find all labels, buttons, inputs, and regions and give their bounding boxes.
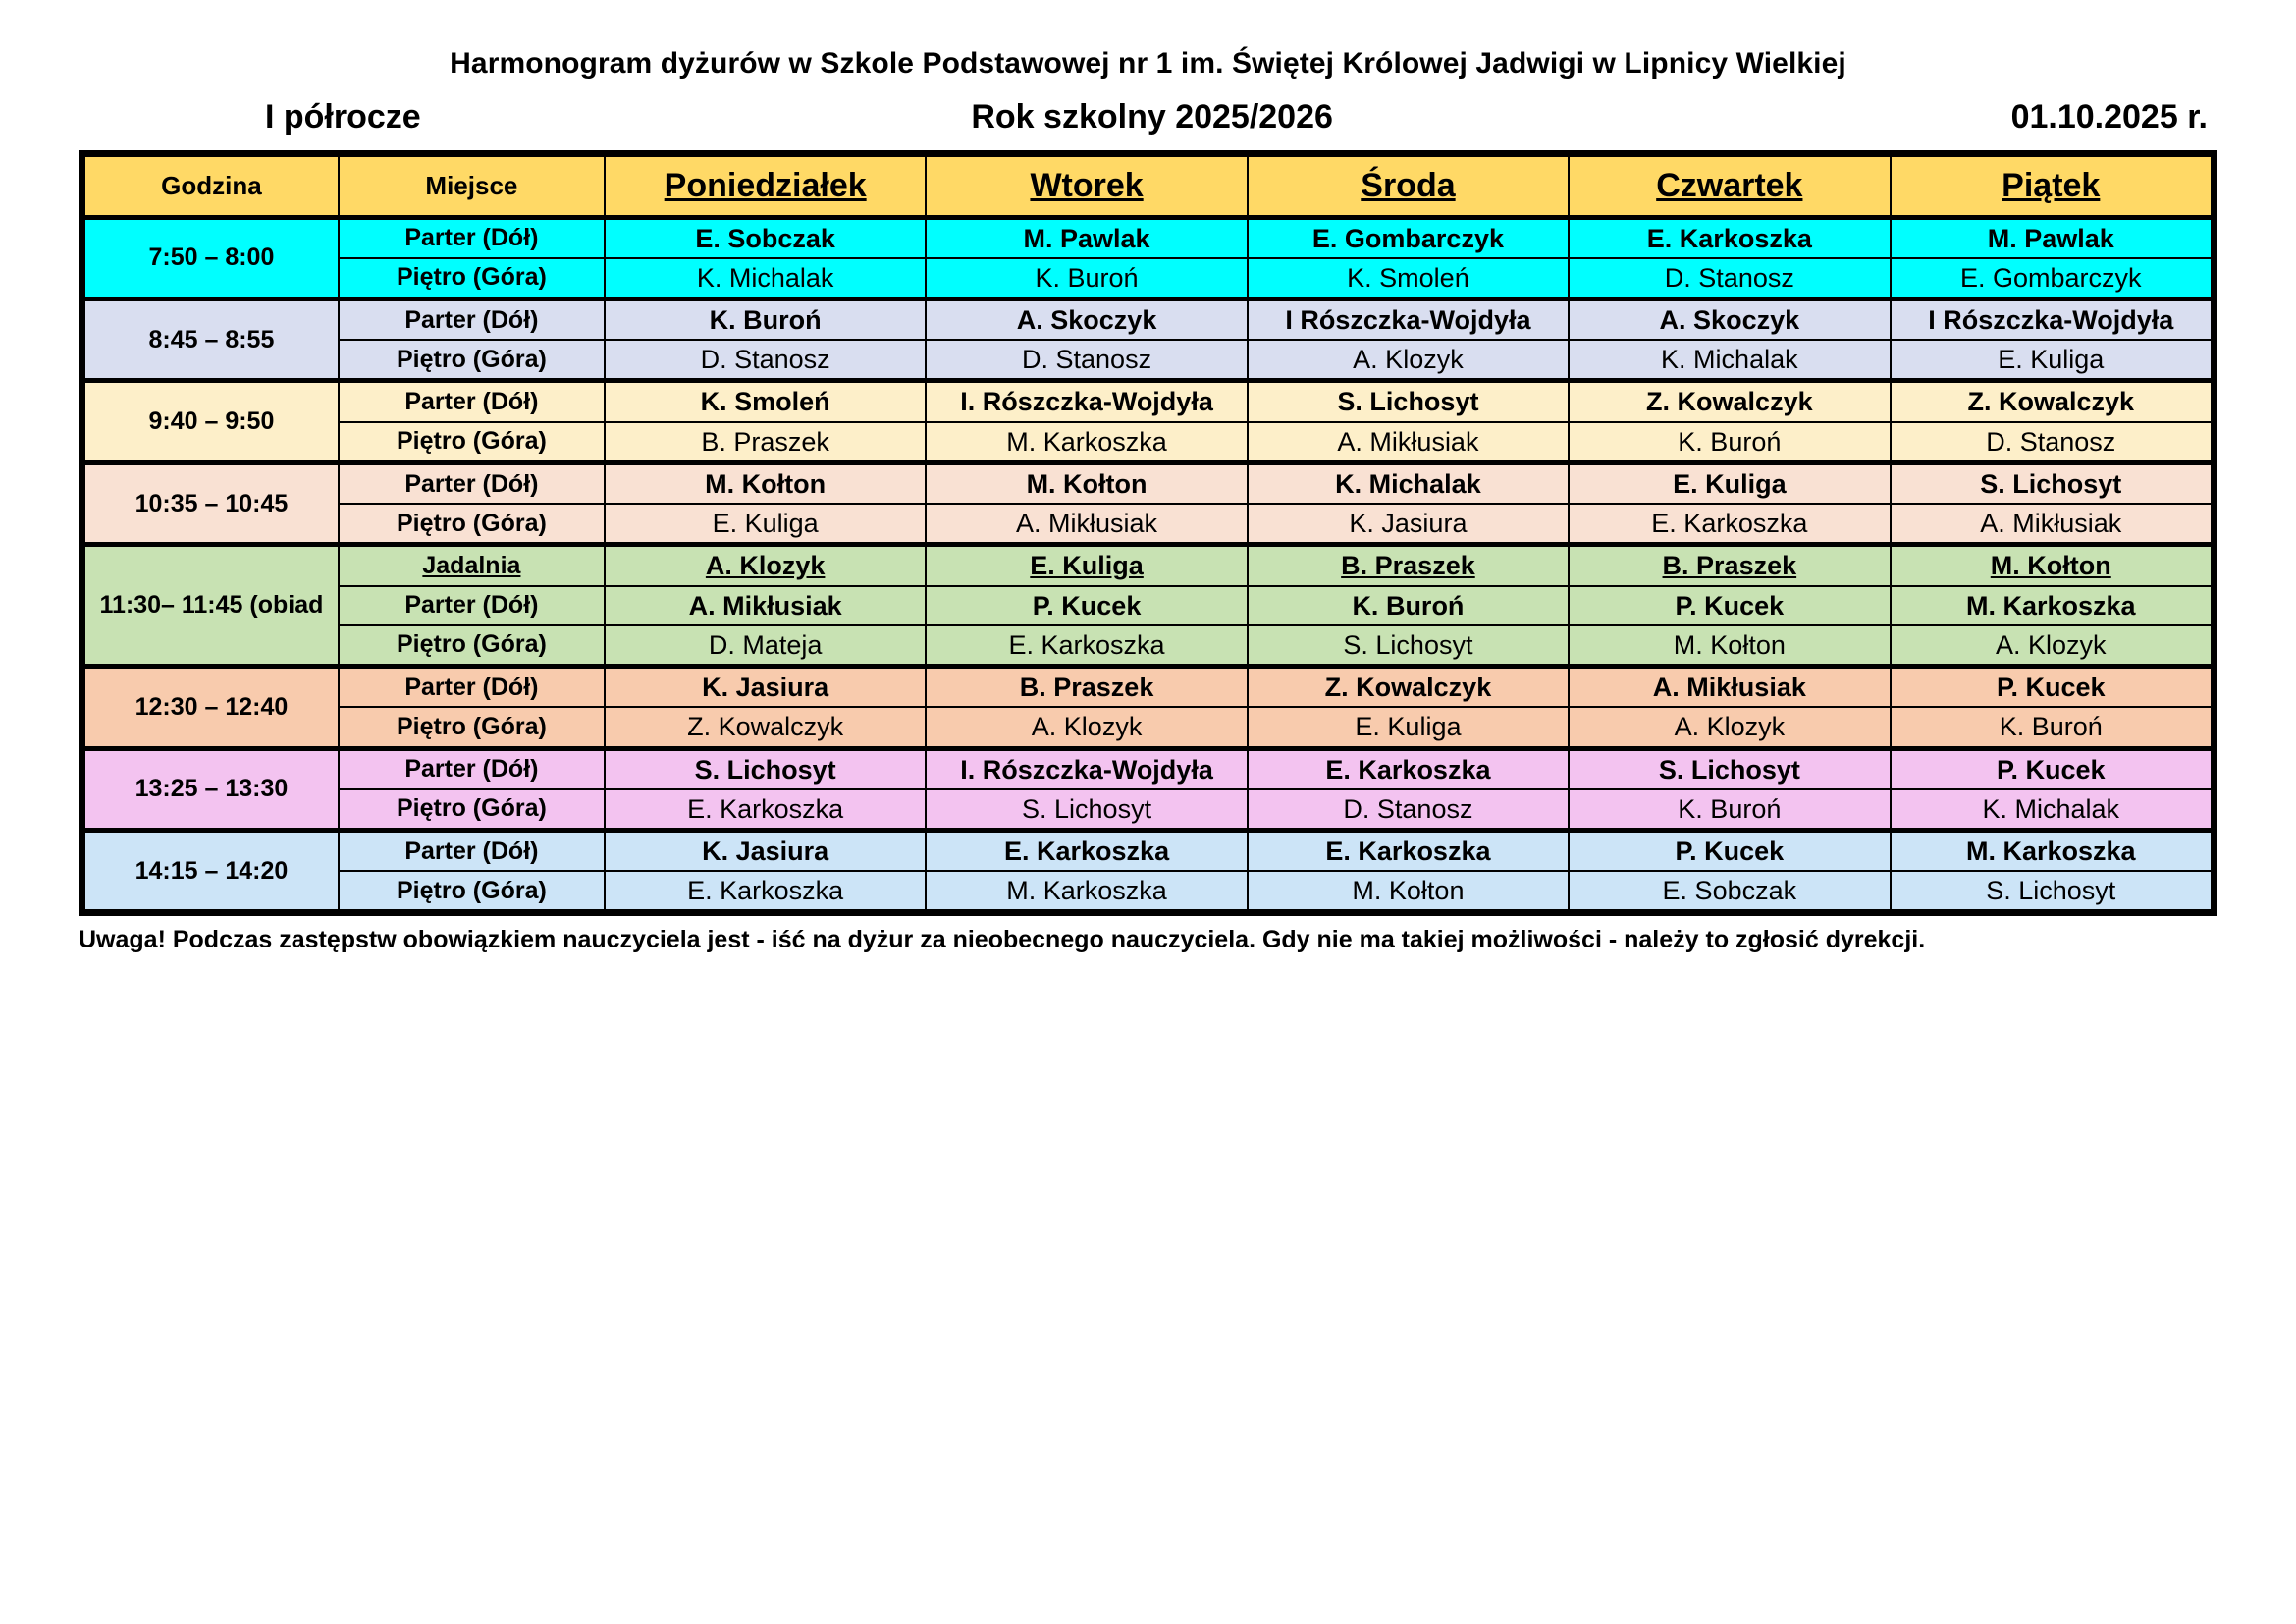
time-slot-cell: 9:40 – 9:50 <box>84 381 339 462</box>
duty-cell: B. Praszek <box>605 422 926 463</box>
place-cell-parter: Parter (Dół) <box>339 217 605 258</box>
duty-cell: E. Sobczak <box>605 217 926 258</box>
place-cell-pietro: Piętro (Góra) <box>339 871 605 910</box>
place-cell-pietro: Piętro (Góra) <box>339 340 605 381</box>
duty-cell: S. Lichosyt <box>1248 625 1569 667</box>
duty-cell: K. Michalak <box>605 258 926 299</box>
duty-cell: K. Smoleń <box>1248 258 1569 299</box>
table-row <box>84 748 2212 789</box>
duty-cell: P. Kucek <box>926 586 1247 625</box>
time-slot-cell: 12:30 – 12:40 <box>84 667 339 748</box>
table-row <box>84 831 2212 872</box>
table-row <box>84 340 2212 381</box>
duty-cell: D. Stanosz <box>605 340 926 381</box>
duty-cell: M. Karkoszka <box>926 422 1247 463</box>
duty-cell: S. Lichosyt <box>1569 748 1890 789</box>
duty-cell: A. Mikłusiak <box>926 504 1247 545</box>
table-row <box>84 381 2212 422</box>
duty-cell: D. Mateja <box>605 625 926 667</box>
time-slot-cell: 10:35 – 10:45 <box>84 462 339 544</box>
school-year-label: Rok szkolny 2025/2026 <box>971 98 1333 135</box>
time-slot-cell: 8:45 – 8:55 <box>84 298 339 380</box>
table-row <box>84 586 2212 625</box>
duty-cell: E. Karkoszka <box>926 625 1247 667</box>
place-cell-pietro: Piętro (Góra) <box>339 258 605 299</box>
duty-cell: S. Lichosyt <box>1248 381 1569 422</box>
table-row <box>84 298 2212 340</box>
place-cell-parter: Parter (Dół) <box>339 748 605 789</box>
duty-cell: M. Kołton <box>1248 871 1569 910</box>
table-body <box>84 217 2212 910</box>
duty-cell: K. Buroń <box>926 258 1247 299</box>
duty-cell: Z. Kowalczyk <box>1569 381 1890 422</box>
table-header <box>84 156 2212 217</box>
table-row <box>84 217 2212 258</box>
duty-cell: K. Jasiura <box>605 831 926 872</box>
semester-label: I półrocze <box>265 98 421 135</box>
duty-cell: B. Praszek <box>1569 545 1890 586</box>
duty-cell: K. Jasiura <box>1248 504 1569 545</box>
duty-cell: Z. Kowalczyk <box>605 707 926 748</box>
table-row <box>84 625 2212 667</box>
duty-cell: D. Stanosz <box>1891 422 2212 463</box>
duty-cell: K. Buroń <box>1891 707 2212 748</box>
column-header-piatek: Piątek <box>1891 156 2212 217</box>
duty-cell: E. Karkoszka <box>1569 504 1890 545</box>
duty-cell: D. Stanosz <box>926 340 1247 381</box>
duty-cell: E. Gombarczyk <box>1248 217 1569 258</box>
duty-cell: I Rószczka-Wojdyła <box>1248 298 1569 340</box>
duty-cell: E. Sobczak <box>1569 871 1890 910</box>
duty-cell: E. Kuliga <box>1569 462 1890 504</box>
place-cell-parter: Parter (Dół) <box>339 381 605 422</box>
duty-cell: K. Buroń <box>1569 789 1890 831</box>
column-header-sroda: Środa <box>1248 156 1569 217</box>
schedule-table-wrapper <box>79 150 2217 916</box>
column-header-poniedzialek: Poniedziałek <box>605 156 926 217</box>
duty-cell: E. Karkoszka <box>605 871 926 910</box>
table-row <box>84 462 2212 504</box>
duty-cell: M. Kołton <box>1891 545 2212 586</box>
duty-cell: P. Kucek <box>1891 748 2212 789</box>
place-cell-parter: Parter (Dół) <box>339 462 605 504</box>
duty-cell: S. Lichosyt <box>1891 462 2212 504</box>
duty-cell: E. Kuliga <box>1891 340 2212 381</box>
duty-cell: A. Klozyk <box>1891 625 2212 667</box>
duty-cell: P. Kucek <box>1569 831 1890 872</box>
time-slot-cell: 11:30– 11:45 (obiad <box>84 545 339 667</box>
duty-cell: I. Rószczka-Wojdyła <box>926 748 1247 789</box>
duty-cell: A. Klozyk <box>926 707 1247 748</box>
duty-cell: K. Buroń <box>605 298 926 340</box>
place-cell-pietro: Piętro (Góra) <box>339 504 605 545</box>
column-header-godzina: Godzina <box>84 156 339 217</box>
duty-cell: S. Lichosyt <box>1891 871 2212 910</box>
title-subheader-row <box>0 98 2296 136</box>
column-header-czwartek: Czwartek <box>1569 156 1890 217</box>
duty-cell: E. Kuliga <box>605 504 926 545</box>
duty-cell: D. Stanosz <box>1569 258 1890 299</box>
duty-cell: A. Skoczyk <box>1569 298 1890 340</box>
page-title: Harmonogram dyżurów w Szkole Podstawowej nr 1 im. Świętej Królowej Jadwigi w Lipnicy Wielkiej <box>450 47 1846 80</box>
duty-cell: E. Karkoszka <box>1248 748 1569 789</box>
duty-cell: M. Kołton <box>926 462 1247 504</box>
duty-cell: E. Karkoszka <box>1569 217 1890 258</box>
column-header-wtorek: Wtorek <box>926 156 1247 217</box>
duty-cell: B. Praszek <box>926 667 1247 708</box>
duty-cell: S. Lichosyt <box>605 748 926 789</box>
duty-cell: M. Kołton <box>605 462 926 504</box>
duty-cell: A. Mikłusiak <box>1248 422 1569 463</box>
header-row <box>84 156 2212 217</box>
place-cell-parter: Parter (Dół) <box>339 298 605 340</box>
duty-cell: I. Rószczka-Wojdyła <box>926 381 1247 422</box>
duty-cell: K. Buroń <box>1248 586 1569 625</box>
duty-cell: E. Kuliga <box>1248 707 1569 748</box>
duty-cell: A. Mikłusiak <box>1891 504 2212 545</box>
duty-cell: I Rószczka-Wojdyła <box>1891 298 2212 340</box>
duty-schedule-table <box>83 155 2213 911</box>
duty-cell: M. Karkoszka <box>1891 831 2212 872</box>
table-row <box>84 707 2212 748</box>
table-row <box>84 422 2212 463</box>
table-row <box>84 789 2212 831</box>
place-cell-parter: Parter (Dół) <box>339 667 605 708</box>
place-cell-parter: Parter (Dół) <box>339 831 605 872</box>
duty-cell: A. Skoczyk <box>926 298 1247 340</box>
duty-cell: K. Smoleń <box>605 381 926 422</box>
duty-cell: P. Kucek <box>1891 667 2212 708</box>
duty-cell: M. Pawlak <box>1891 217 2212 258</box>
duty-cell: B. Praszek <box>1248 545 1569 586</box>
time-slot-cell: 13:25 – 13:30 <box>84 748 339 830</box>
column-header-miejsce: Miejsce <box>339 156 605 217</box>
duty-cell: E. Karkoszka <box>1248 831 1569 872</box>
duty-cell: A. Klozyk <box>1248 340 1569 381</box>
place-cell-pietro: Piętro (Góra) <box>339 789 605 831</box>
duty-cell: E. Gombarczyk <box>1891 258 2212 299</box>
place-cell-jadalnia: Jadalnia <box>339 545 605 586</box>
duty-cell: E. Karkoszka <box>926 831 1247 872</box>
duty-cell: K. Jasiura <box>605 667 926 708</box>
duty-cell: K. Michalak <box>1248 462 1569 504</box>
duty-cell: A. Klozyk <box>605 545 926 586</box>
duty-cell: Z. Kowalczyk <box>1891 381 2212 422</box>
date-label: 01.10.2025 r. <box>2010 98 2208 135</box>
table-row <box>84 504 2212 545</box>
duty-cell: A. Mikłusiak <box>605 586 926 625</box>
duty-cell: M. Karkoszka <box>1891 586 2212 625</box>
place-cell-pietro: Piętro (Góra) <box>339 625 605 667</box>
duty-cell: K. Michalak <box>1891 789 2212 831</box>
duty-cell: K. Buroń <box>1569 422 1890 463</box>
table-row <box>84 258 2212 299</box>
duty-cell: A. Klozyk <box>1569 707 1890 748</box>
duty-cell: M. Pawlak <box>926 217 1247 258</box>
time-slot-cell: 7:50 – 8:00 <box>84 217 339 298</box>
duty-cell: Z. Kowalczyk <box>1248 667 1569 708</box>
place-cell-pietro: Piętro (Góra) <box>339 707 605 748</box>
place-cell-parter: Parter (Dół) <box>339 586 605 625</box>
duty-cell: S. Lichosyt <box>926 789 1247 831</box>
duty-cell: M. Karkoszka <box>926 871 1247 910</box>
place-cell-pietro: Piętro (Góra) <box>339 422 605 463</box>
duty-cell: D. Stanosz <box>1248 789 1569 831</box>
table-row <box>84 667 2212 708</box>
duty-cell: A. Mikłusiak <box>1569 667 1890 708</box>
duty-cell: E. Karkoszka <box>605 789 926 831</box>
duty-cell: P. Kucek <box>1569 586 1890 625</box>
table-row <box>84 545 2212 586</box>
time-slot-cell: 14:15 – 14:20 <box>84 831 339 911</box>
duty-cell: M. Kołton <box>1569 625 1890 667</box>
footer-note: Uwaga! Podczas zastępstw obowiązkiem nauczyciela jest - iść na dyżur za nieobecnego nauczyciela. Gdy nie ma takiej możliwości - należy to zgłosić dyrekcji. <box>79 926 1926 954</box>
duty-cell: K. Michalak <box>1569 340 1890 381</box>
duty-cell: E. Kuliga <box>926 545 1247 586</box>
table-row <box>84 871 2212 910</box>
